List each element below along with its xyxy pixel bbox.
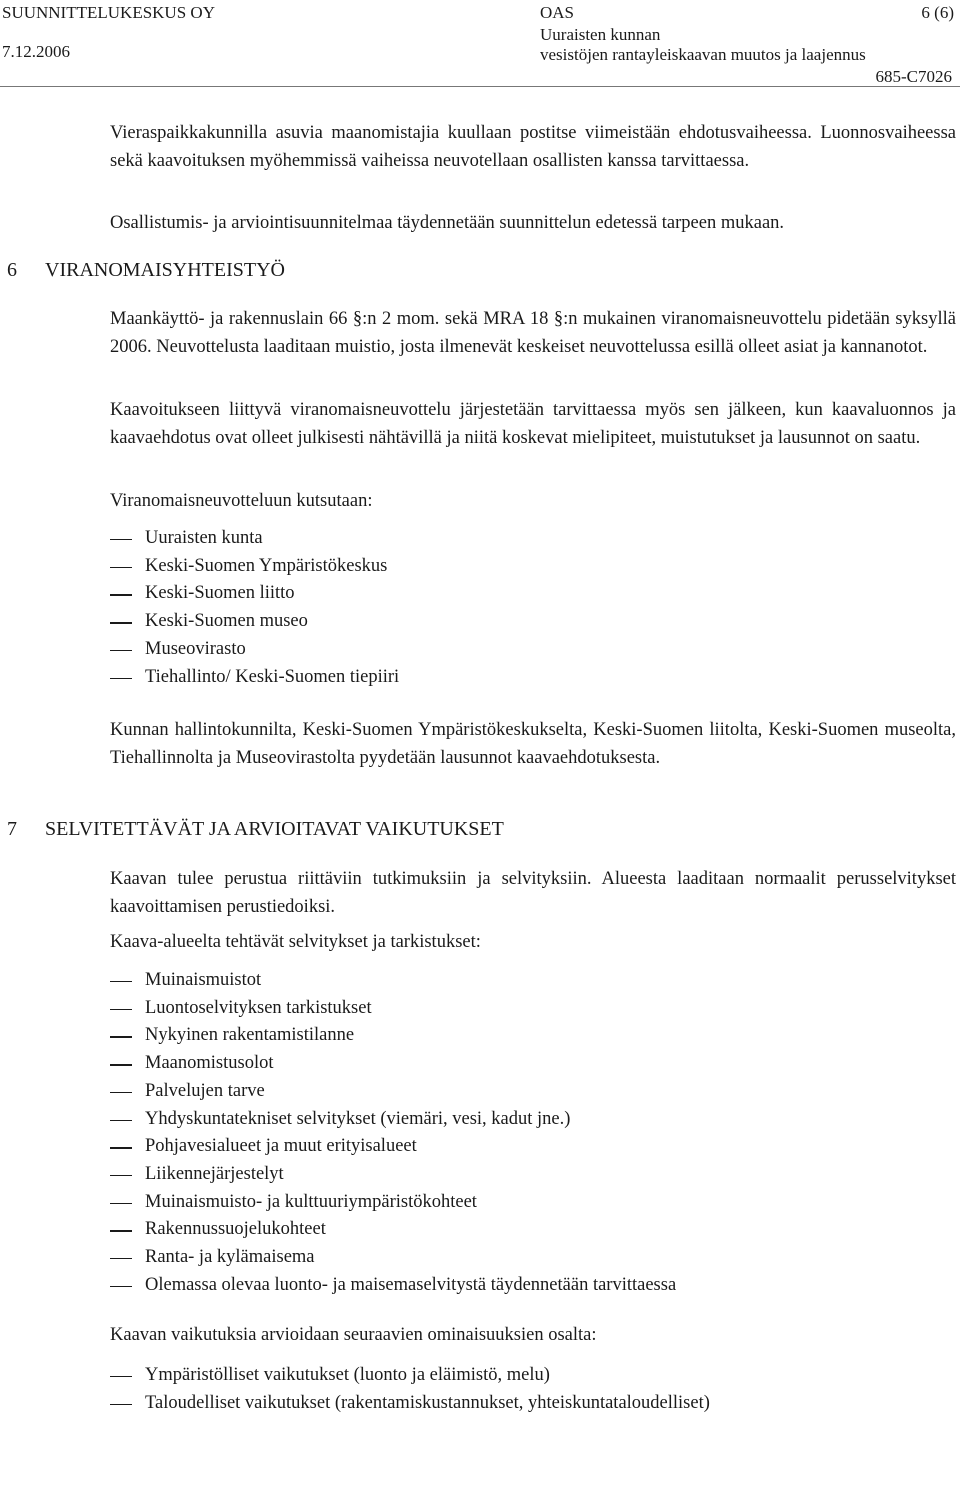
list-item-text: Keski-Suomen Ympäristökeskus	[145, 555, 388, 576]
dash-bullet	[110, 1376, 132, 1377]
list-item-text: Ranta- ja kylämaisema	[145, 1247, 315, 1268]
dash-bullet	[110, 1230, 132, 1231]
header-project-line1: Uuraisten kunnan	[540, 25, 661, 44]
section-6-paragraph-2: Kaavoitukseen liittyvä viranomaisneuvottelu järjestetään tarvittaessa myös sen jälkeen, kun kaavaluonnos ja kaavaehdotus ovat olleet julkisesti nähtävillä ja niitä koskevat mielipiteet, muistutukset ja lausunnot on saatu.	[110, 400, 956, 448]
list-item	[110, 1189, 676, 1217]
list-item-text: Ympäristölliset vaikutukset (luonto ja eläimistö, melu)	[145, 1365, 550, 1385]
section-6-title: VIRANOMAISYHTEISTYÖ	[45, 259, 285, 281]
list-item-text: Keski-Suomen museo	[145, 611, 308, 632]
list-item-text: Muinaismuisto- ja kulttuuriympäristökohteet	[145, 1191, 477, 1212]
dash-bullet	[110, 1404, 132, 1405]
dash-bullet	[110, 678, 132, 679]
dash-bullet	[110, 1203, 132, 1204]
section-7-paragraph-3: Kaavan vaikutuksia arvioidaan seuraavien ominaisuuksien osalta:	[110, 1325, 597, 1345]
list-item-text: Liikennejärjestelyt	[145, 1163, 284, 1184]
dash-bullet	[110, 539, 132, 540]
list-item-text: Luontoselvityksen tarkistukset	[145, 997, 372, 1018]
list-item	[110, 1216, 676, 1244]
list-item-text: Muinaismuistot	[145, 970, 262, 990]
section-7-number: 7	[7, 818, 17, 840]
list-item	[110, 995, 676, 1023]
list-item	[110, 967, 676, 995]
header-divider	[0, 86, 960, 87]
list-item	[110, 1050, 676, 1078]
list-item	[110, 1022, 676, 1050]
dash-bullet	[110, 594, 132, 595]
section-6-number: 6	[7, 259, 17, 281]
list-item	[110, 525, 399, 553]
list-item	[110, 553, 399, 581]
dash-bullet	[110, 1258, 132, 1259]
impacts-list	[110, 1362, 710, 1417]
list-item	[110, 1078, 676, 1106]
list-item	[110, 1106, 676, 1134]
intro-paragraph-1: Vieraspaikkakunnilla asuvia maanomistajia kuullaan postitse viimeistään ehdotusvaiheessa. Luonnosvaiheessa sekä kaavoituksen myöhemmissä vaiheissa neuvotellaan osallisten kanssa tarvittaessa.	[110, 123, 956, 171]
list-item-text: Palvelujen tarve	[145, 1080, 265, 1101]
list-item-text: Olemassa olevaa luonto- ja maisemaselvitystä täydennetään tarvittaessa	[145, 1274, 677, 1295]
list-item	[110, 1362, 710, 1390]
list-item	[110, 1390, 710, 1418]
dash-bullet	[110, 1175, 132, 1176]
dash-bullet	[110, 567, 132, 568]
list-item-text: Nykyinen rakentamistilanne	[145, 1025, 355, 1046]
header-project-line2: vesistöjen rantayleiskaavan muutos ja laajennus	[540, 45, 866, 64]
section-6-heading	[7, 259, 285, 282]
list-item-text: Uuraisten kunta	[145, 528, 263, 548]
list-item	[110, 1244, 676, 1272]
studies-list	[110, 967, 676, 1299]
list-item	[110, 1272, 676, 1300]
list-item-text: Tiehallinto/ Keski-Suomen tiepiiri	[145, 666, 400, 687]
dash-bullet	[110, 1009, 132, 1010]
list-item	[110, 1133, 676, 1161]
invited-authorities-list	[110, 525, 399, 691]
section-7-heading	[7, 818, 504, 841]
list-item-text: Maanomistusolot	[145, 1053, 274, 1074]
dash-bullet	[110, 1064, 132, 1065]
section-6-paragraph-1: Maankäyttö- ja rakennuslain 66 §:n 2 mom. sekä MRA 18 §:n mukainen viranomaisneuvottelu pidetään syksyllä 2006. Neuvottelusta laaditaan muistio, josta ilmenevät keskeiset neuvottelussa esillä olleet asiat ja kannanotot.	[110, 309, 956, 357]
header-page-number: 6 (6)	[921, 3, 954, 22]
dash-bullet	[110, 1286, 132, 1287]
dash-bullet	[110, 1147, 132, 1148]
list-item	[110, 636, 399, 664]
dash-bullet	[110, 1092, 132, 1093]
section-6-paragraph-3: Viranomaisneuvotteluun kutsutaan:	[110, 491, 373, 511]
dash-bullet	[110, 650, 132, 651]
dash-bullet	[110, 981, 132, 982]
section-6-paragraph-4: Kunnan hallintokunnilta, Keski-Suomen Ympäristökeskukselta, Keski-Suomen liitolta, Keski-Suomen museolta, Tiehallinnolta ja Museovirastolta pyydetään lausunnot kaavaehdotuksesta.	[110, 720, 956, 768]
list-item	[110, 664, 399, 692]
header-project-code: 685-C7026	[875, 67, 952, 86]
header-company: SUUNNITTELUKESKUS OY	[2, 3, 215, 22]
section-7-title: SELVITETTÄVÄT JA ARVIOITAVAT VAIKUTUKSET	[45, 818, 504, 840]
list-item-text: Museovirasto	[145, 638, 246, 659]
section-7-paragraph-2: Kaava-alueelta tehtävät selvitykset ja tarkistukset:	[110, 932, 481, 952]
section-7-paragraph-1: Kaavan tulee perustua riittäviin tutkimuksiin ja selvityksiin. Alueesta laaditaan normaalit perusselvitykset kaavoittamisen perustiedoiksi.	[110, 869, 956, 917]
intro-paragraph-2: Osallistumis- ja arviointisuunnitelmaa täydennetään suunnittelun edetessä tarpeen mukaan.	[110, 213, 785, 233]
list-item	[110, 580, 399, 608]
list-item-text: Pohjavesialueet ja muut erityisalueet	[145, 1136, 417, 1157]
list-item-text: Keski-Suomen liitto	[145, 583, 295, 604]
list-item-text: Rakennussuojelukohteet	[145, 1219, 326, 1240]
dash-bullet	[110, 1036, 132, 1037]
list-item	[110, 1161, 676, 1189]
dash-bullet	[110, 622, 132, 623]
list-item	[110, 608, 399, 636]
dash-bullet	[110, 1120, 132, 1121]
list-item-text: Yhdyskuntatekniset selvitykset (viemäri, vesi, kadut jne.)	[145, 1108, 571, 1129]
list-item-text: Taloudelliset vaikutukset (rakentamiskustannukset, yhteiskuntataloudelliset)	[145, 1392, 710, 1413]
header-doc-type: OAS	[540, 3, 575, 22]
header-date: 7.12.2006	[2, 42, 70, 61]
